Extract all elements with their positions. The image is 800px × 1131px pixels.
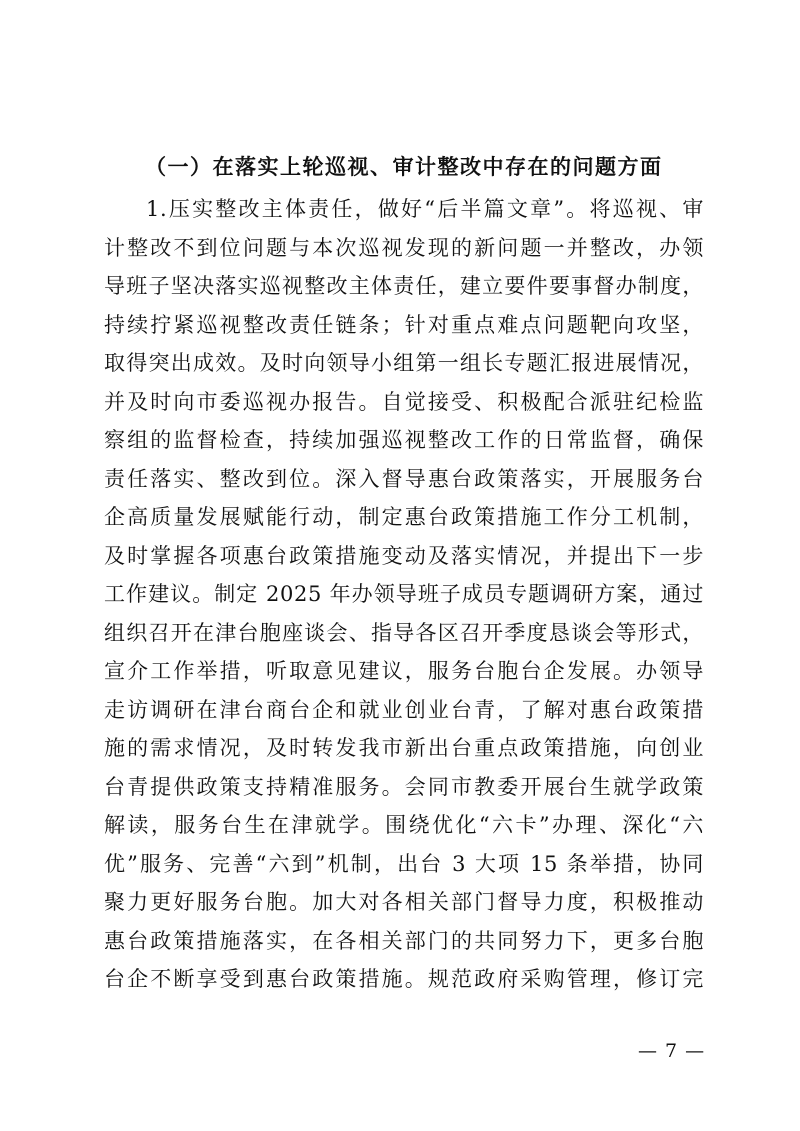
paragraph-line: 取得突出成效。及时向领导小组第一组长专题汇报进展情况， bbox=[104, 351, 704, 375]
paragraph-line: 解读，服务台生在津就学。围绕优化“六卡”办理、深化“六 bbox=[104, 813, 704, 837]
section-heading: （一）在落实上轮巡视、审计整改中存在的问题方面 bbox=[145, 155, 663, 179]
paragraph-line: 宣介工作举措，听取意见建议，服务台胞台企发展。办领导 bbox=[104, 659, 704, 683]
paragraph-line: 台企不断享受到惠台政策措施。规范政府采购管理，修订完 bbox=[104, 967, 704, 991]
paragraph-line: 走访调研在津台商台企和就业创业台青，了解对惠台政策措 bbox=[104, 697, 704, 722]
paragraph-line: 及时掌握各项惠台政策措施变动及落实情况，并提出下一步 bbox=[104, 543, 704, 568]
paragraph-line: 优”服务、完善“六到”机制，出台 3 大项 15 条举措，协同 bbox=[104, 851, 704, 876]
paragraph-line: 台青提供政策支持精准服务。会同市教委开展台生就学政策 bbox=[104, 774, 704, 799]
paragraph-line: 1.压实整改主体责任，做好“后半篇文章”。将巡视、审 bbox=[146, 197, 704, 221]
paragraph-line: 施的需求情况，及时转发我市新出台重点政策措施，向创业 bbox=[104, 736, 704, 760]
paragraph-line: 工作建议。制定 2025 年办领导班子成员专题调研方案，通过 bbox=[104, 582, 704, 606]
paragraph-line: 组织召开在津台胞座谈会、指导各区召开季度恳谈会等形式， bbox=[104, 620, 704, 645]
paragraph-line: 并及时向市委巡视办报告。自觉接受、积极配合派驻纪检监 bbox=[104, 389, 704, 414]
paragraph-line: 持续拧紧巡视整改责任链条；针对重点难点问题靶向攻坚， bbox=[104, 312, 704, 337]
paragraph-line: 察组的监督检查，持续加强巡视整改工作的日常监督，确保 bbox=[104, 428, 704, 452]
paragraph-line: 导班子坚决落实巡视整改主体责任，建立要件要事督办制度， bbox=[104, 274, 704, 298]
paragraph-line: 聚力更好服务台胞。加大对各相关部门督导力度，积极推动 bbox=[104, 890, 704, 914]
paragraph-line: 惠台政策措施落实，在各相关部门的共同努力下，更多台胞 bbox=[104, 928, 704, 953]
paragraph-line: 责任落实、整改到位。深入督导惠台政策落实，开展服务台 bbox=[104, 466, 704, 491]
paragraph-line: 计整改不到位问题与本次巡视发现的新问题一并整改，办领 bbox=[104, 235, 704, 260]
page-number: — 7 — bbox=[638, 1040, 706, 1062]
body-paragraph bbox=[104, 190, 704, 999]
paragraph-line: 企高质量发展赋能行动，制定惠台政策措施工作分工机制， bbox=[104, 505, 704, 529]
